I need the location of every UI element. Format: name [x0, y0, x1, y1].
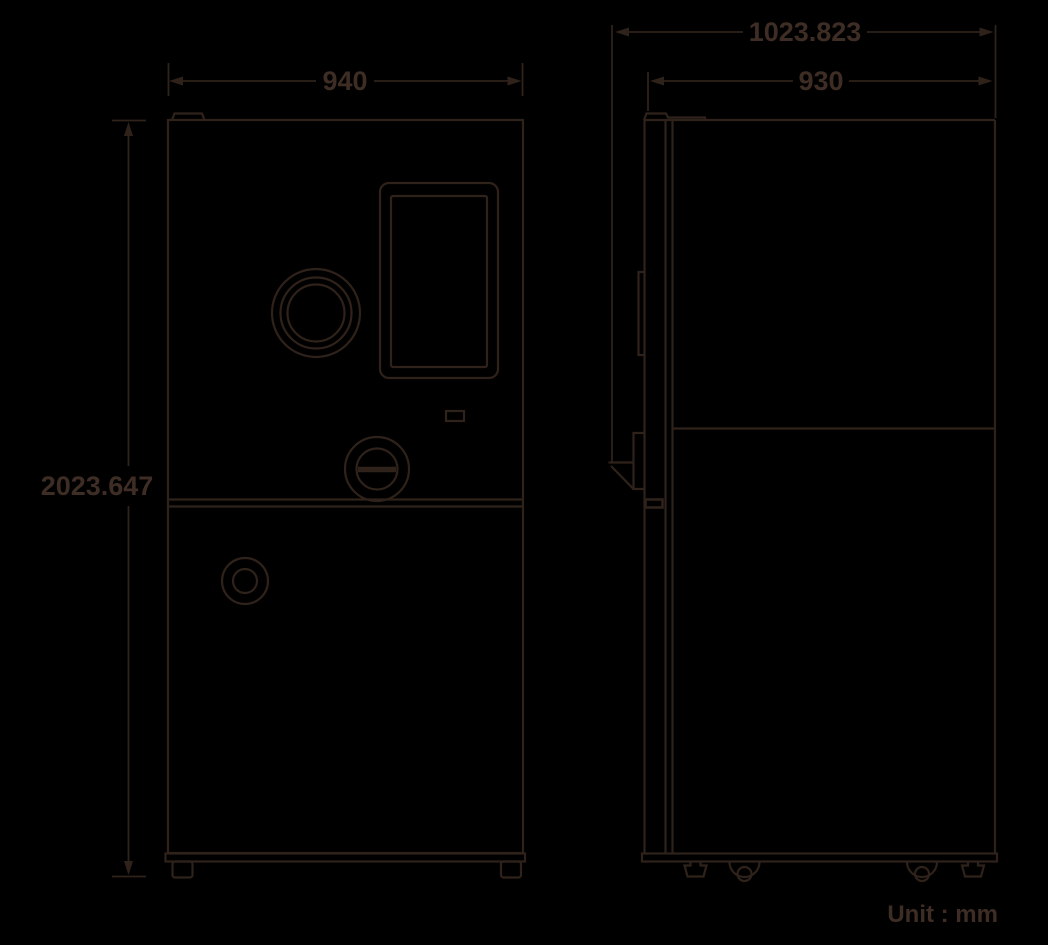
- dim-height-label: 2023.647: [40, 471, 154, 501]
- foot-left: [173, 862, 193, 878]
- cabinet-outline: [168, 120, 523, 853]
- dim-width-arrow-right: [508, 77, 522, 86]
- dim-height-arrow-bottom: [124, 861, 133, 875]
- handle-slope: [611, 466, 634, 489]
- caster-rear: [907, 862, 937, 881]
- usb-port: [446, 411, 464, 421]
- dim-width-label: 940: [322, 66, 368, 96]
- dim-width-arrow-left: [169, 77, 183, 86]
- side-view: [609, 25, 998, 881]
- front-view: [166, 114, 526, 878]
- caster-front: [730, 862, 760, 881]
- dim-depth-body-label: 930: [798, 66, 844, 96]
- dim-depth-total-arrow-left: [615, 28, 629, 37]
- dim-depth-body-arrow-right: [979, 77, 993, 86]
- dim-depth-body: [648, 66, 993, 111]
- foot-right: [501, 862, 521, 878]
- dim-depth-total-label: 1023.823: [748, 17, 862, 47]
- touchscreen-panel: [380, 183, 498, 378]
- dim-height-arrow-top: [124, 122, 133, 136]
- handle-bracket: [634, 433, 645, 489]
- leveling-foot-front: [685, 862, 707, 877]
- dim-depth-total-arrow-right: [980, 28, 994, 37]
- base-side: [642, 854, 997, 862]
- door-latch: [646, 500, 663, 508]
- viewport-window: [272, 269, 360, 357]
- unit-label: Unit : mm: [887, 901, 998, 928]
- base-front: [166, 854, 526, 862]
- key-lock: [222, 558, 268, 604]
- leveling-foot-rear: [962, 862, 984, 877]
- dim-height: [41, 121, 154, 877]
- cabinet-divider: [168, 500, 523, 507]
- door-knob: [345, 437, 409, 501]
- dim-width: [169, 63, 523, 96]
- touchscreen-inner: [391, 196, 487, 367]
- dim-depth-body-arrow-left: [650, 77, 664, 86]
- door-handle: [609, 25, 645, 489]
